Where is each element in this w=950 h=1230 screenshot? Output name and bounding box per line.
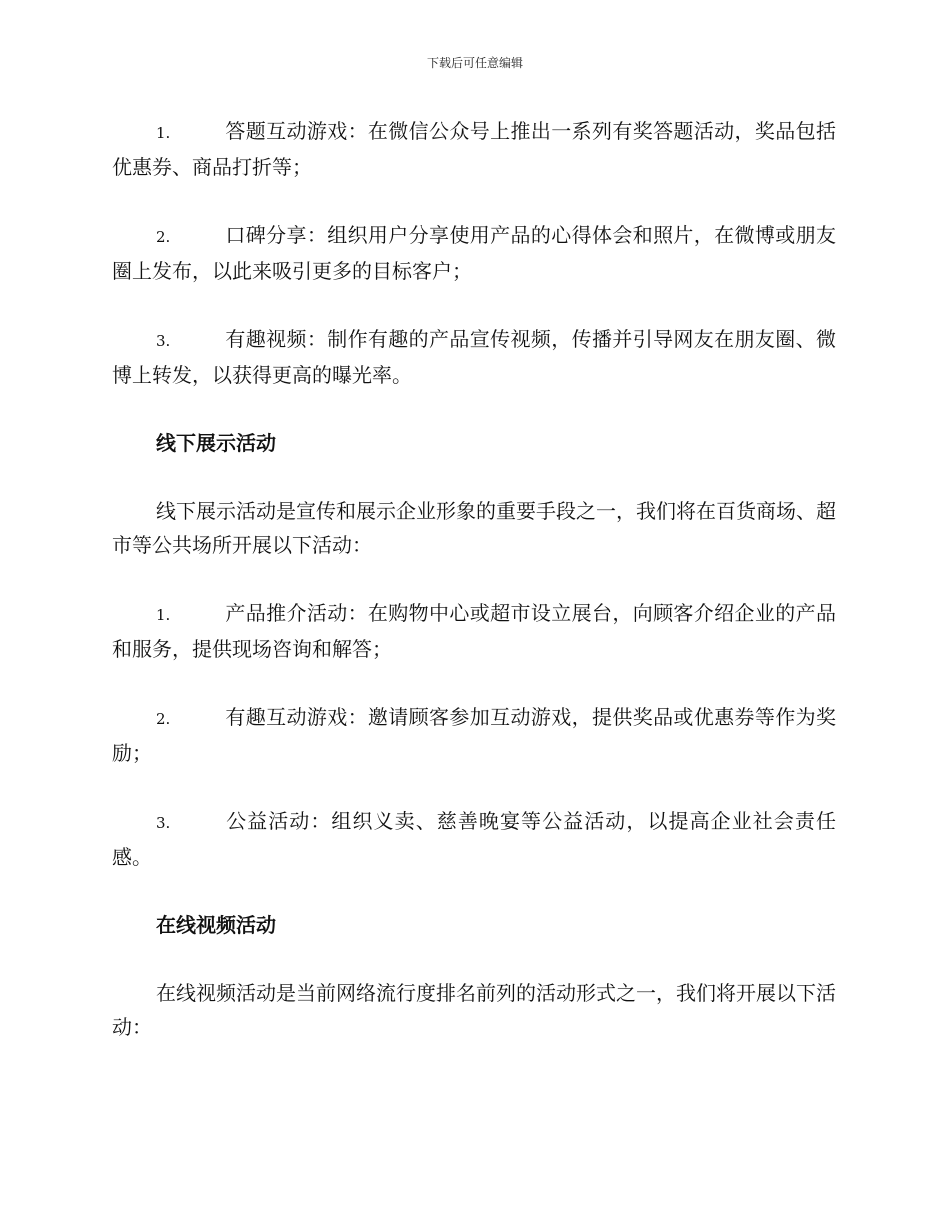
section-intro-offline: 线下展示活动是宣传和展示企业形象的重要手段之一，我们将在百货商场、超市等公共场所开展以下活动：: [112, 499, 836, 557]
list-item: [112, 218, 836, 288]
list-item: [112, 322, 836, 392]
list-item: [112, 804, 836, 874]
list-item-number: 3.: [156, 814, 171, 832]
list-item-number: 2.: [156, 710, 171, 728]
list-item-number: 1.: [156, 124, 171, 142]
list-item: [112, 700, 836, 770]
section-intro-online-video: 在线视频活动是当前网络流行度排名前列的活动形式之一，我们将开展以下活动：: [112, 981, 836, 1039]
section-heading-online-video: 在线视频活动: [156, 913, 276, 937]
list-item-text: 公益活动：组织义卖、慈善晚宴等公益活动，以提高企业社会责任感。: [112, 809, 836, 869]
document-body: [112, 114, 836, 1078]
list-item-text: 产品推介活动：在购物中心或超市设立展台，向顾客介绍企业的产品和服务，提供现场咨询和解答；: [112, 601, 836, 661]
page-header: 下载后可任意编辑: [426, 56, 523, 70]
list-item-text: 口碑分享：组织用户分享使用产品的心得体会和照片，在微博或朋友圈上发布，以此来吸引更多的目标客户；: [112, 223, 836, 283]
list-item-number: 2.: [156, 228, 171, 246]
section-heading-offline: 线下展示活动: [156, 431, 276, 455]
list-item-text: 答题互动游戏：在微信公众号上推出一系列有奖答题活动，奖品包括优惠券、商品打折等；: [112, 119, 836, 179]
list-item-number: 1.: [156, 606, 171, 624]
list-item-number: 3.: [156, 332, 171, 350]
list-item: [112, 596, 836, 666]
list-item: [112, 114, 836, 184]
list-item-text: 有趣视频：制作有趣的产品宣传视频，传播并引导网友在朋友圈、微博上转发，以获得更高的曝光率。: [112, 327, 836, 387]
list-item-text: 有趣互动游戏：邀请顾客参加互动游戏，提供奖品或优惠券等作为奖励；: [112, 705, 836, 765]
